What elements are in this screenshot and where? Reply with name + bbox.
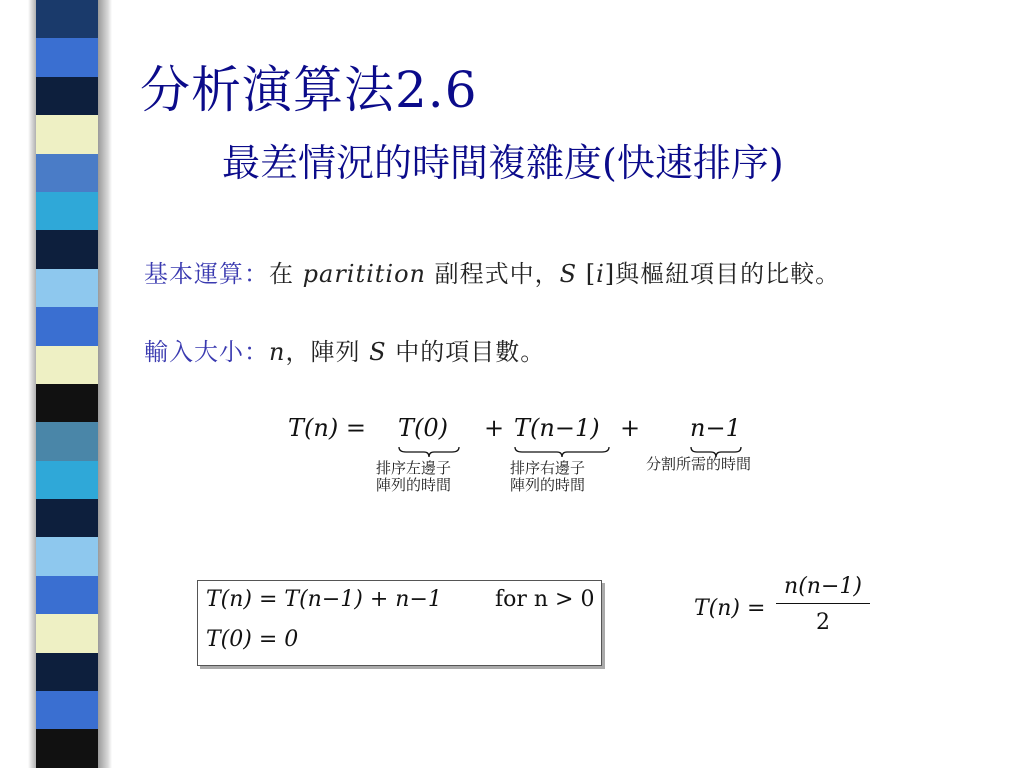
- stripe-block: [36, 653, 98, 691]
- solution-lhs: T(n) =: [694, 596, 766, 621]
- input-size-label: 輸入大小：: [144, 338, 269, 366]
- recurrence-plus-1: +: [484, 414, 505, 442]
- box-recurrence: T(n) = T(n−1) + n−1: [206, 587, 442, 612]
- stripe-block: [36, 115, 98, 153]
- stripe-block: [36, 729, 98, 767]
- stripe-block: [36, 537, 98, 575]
- index-close: ]: [604, 260, 616, 288]
- input-size-line: [144, 332, 545, 367]
- index-i: i: [596, 260, 605, 288]
- stripe-block: [36, 77, 98, 115]
- basic-operation-line: [144, 254, 840, 289]
- stripe-block: [36, 691, 98, 729]
- stripe-shadow: [98, 0, 112, 768]
- stripe-block: [36, 461, 98, 499]
- stripe-block: [36, 230, 98, 268]
- array-s: S: [559, 260, 578, 288]
- recurrence-box: [197, 580, 602, 666]
- solution-numerator: n(n−1): [776, 574, 870, 604]
- solution-fraction: [776, 574, 870, 635]
- label-partition-time: 分割所需的時間: [646, 455, 752, 473]
- label-left-subarray: [376, 460, 451, 494]
- stripe-block: [36, 0, 98, 38]
- recurrence-plus-2: +: [620, 414, 641, 442]
- label-right-line2: 陣列的時間: [510, 476, 586, 494]
- stripe-block: [36, 192, 98, 230]
- stripe-edge: [28, 0, 36, 768]
- decorative-stripe: [36, 0, 98, 768]
- label-left-line2: 陣列的時間: [376, 476, 452, 494]
- stripe-block: [36, 346, 98, 384]
- recurrence-term-right: T(n−1): [514, 414, 600, 442]
- box-base-case: T(0) = 0: [206, 627, 299, 652]
- index-open: [: [577, 260, 597, 288]
- stripe-block: [36, 499, 98, 537]
- input-n: n: [269, 338, 286, 366]
- stripe-block: [36, 384, 98, 422]
- stripe-block: [36, 422, 98, 460]
- recurrence-lhs: T(n) =: [288, 414, 366, 442]
- solution-denominator: 2: [816, 610, 830, 635]
- box-condition: for n > 0: [495, 587, 595, 612]
- stripe-block: [36, 614, 98, 652]
- underbrace-right: [514, 446, 610, 458]
- input-array-s: S: [369, 338, 387, 366]
- basic-operation-post: 與樞紐項目的比較。: [615, 260, 841, 288]
- underbrace-left: [398, 446, 460, 458]
- input-size-mid: ，陣列: [285, 338, 370, 366]
- basic-operation-mid: 副程式中，: [426, 260, 560, 288]
- slide-subtitle: 最差情況的時間複雜度(快速排序): [222, 141, 784, 185]
- partition-name: paritition: [302, 260, 427, 288]
- stripe-block: [36, 38, 98, 76]
- label-left-line1: 排序左邊子: [376, 459, 452, 477]
- recurrence-term-left: T(0): [398, 414, 449, 442]
- slide-title: 分析演算法2.6: [140, 61, 478, 119]
- stripe-block: [36, 576, 98, 614]
- label-right-subarray: [510, 460, 585, 494]
- recurrence-term-partition: n−1: [690, 414, 741, 442]
- label-right-line1: 排序右邊子: [510, 459, 586, 477]
- input-size-post: 中的項目數。: [386, 338, 546, 366]
- stripe-block: [36, 307, 98, 345]
- basic-operation-pre: 在: [269, 260, 303, 288]
- stripe-block: [36, 269, 98, 307]
- stripe-block: [36, 154, 98, 192]
- basic-operation-label: 基本運算：: [144, 260, 269, 288]
